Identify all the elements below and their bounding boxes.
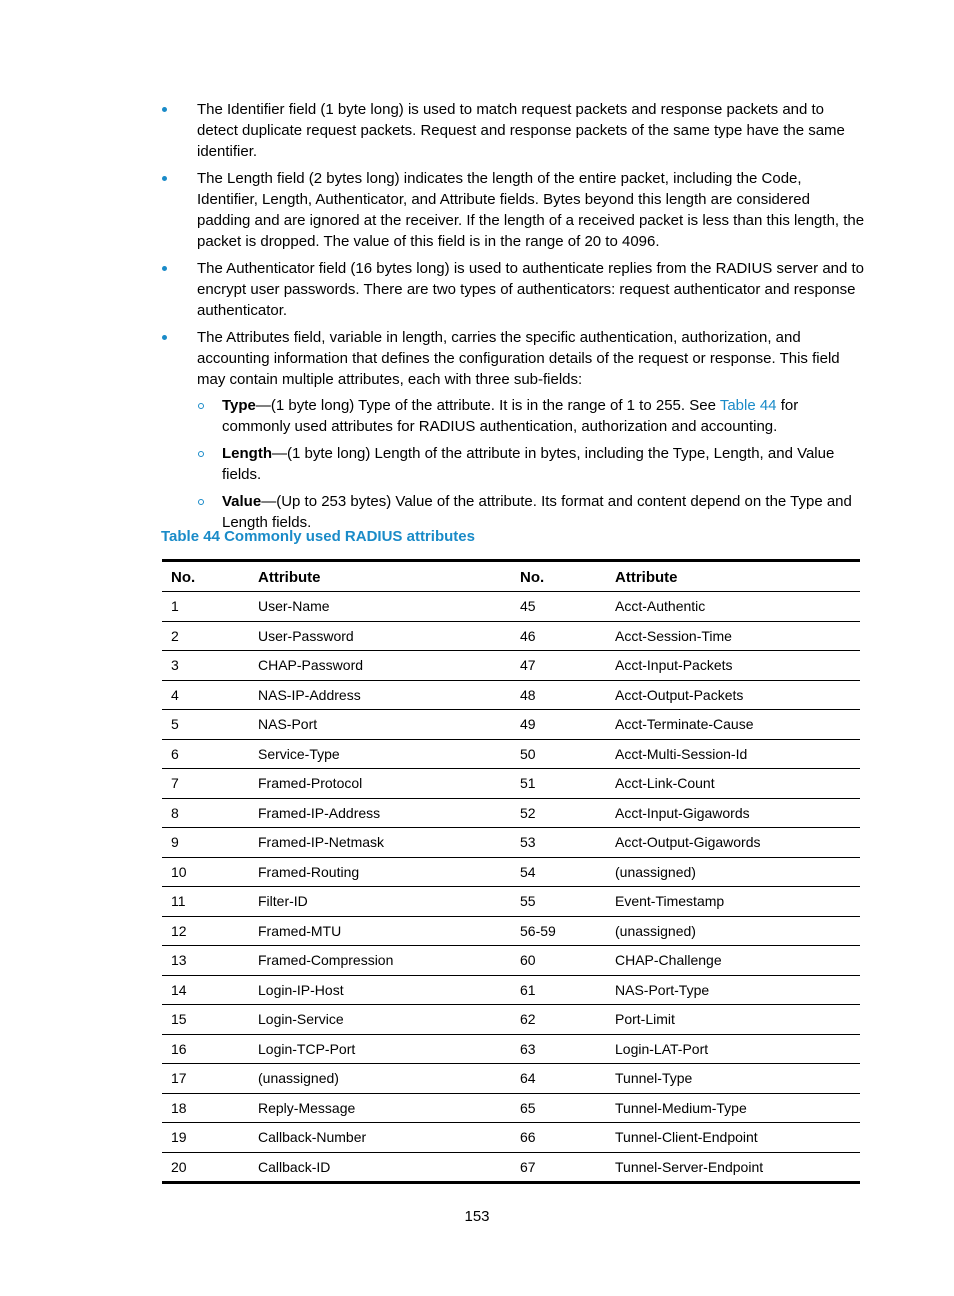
hollow-bullet-icon (198, 403, 204, 409)
subfield-item (197, 491, 865, 533)
cell-no: 54 (520, 863, 536, 880)
cell-no: 5 (171, 716, 179, 733)
cell-no: 14 (171, 981, 187, 998)
cell-attribute: Tunnel-Server-Endpoint (615, 1158, 764, 1175)
table-row (162, 828, 860, 858)
cell-attribute: NAS-Port (258, 716, 318, 733)
cell-attribute: NAS-Port-Type (615, 981, 710, 998)
cell-no: 4 (171, 686, 179, 703)
table-row (162, 710, 860, 740)
cell-attribute: Acct-Terminate-Cause (615, 716, 754, 733)
cell-no: 56-59 (520, 922, 556, 939)
cell-no: 63 (520, 1040, 536, 1057)
cell-attribute: NAS-IP-Address (258, 686, 361, 703)
cell-no: 6 (171, 745, 179, 762)
cell-attribute: CHAP-Password (258, 657, 364, 674)
hollow-bullet-icon (198, 451, 204, 457)
table-row (162, 916, 860, 946)
bullet-dot-icon (162, 176, 167, 181)
cell-attribute: (unassigned) (258, 1070, 339, 1087)
cell-attribute: (unassigned) (615, 863, 696, 880)
subfield-text: —(1 byte long) Type of the attribute. It is in the range of 1 to 255. See (255, 397, 720, 414)
bullet-text: The Attributes field, variable in length, carries the specific authentication, authorization, and accounting information that defines the configuration details of the request or response. This field may contain multiple attributes, each with three sub-fields: (197, 329, 840, 388)
cell-attribute: Acct-Input-Gigawords (615, 804, 750, 821)
subfield-text-after: for commonly used attributes for RADIUS authentication, authorization and accounting. (222, 397, 799, 435)
subfield-item (197, 395, 865, 437)
cell-attribute: Event-Timestamp (615, 893, 725, 910)
cell-attribute: Framed-IP-Netmask (258, 834, 385, 851)
cell-attribute: Tunnel-Client-Endpoint (615, 1129, 758, 1146)
cell-attribute: Service-Type (258, 745, 340, 762)
cell-no: 52 (520, 804, 536, 821)
cell-attribute: User-Name (258, 598, 330, 615)
table-row (162, 592, 860, 622)
table-row (162, 680, 860, 710)
hollow-bullet-icon (198, 499, 204, 505)
bullet-dot-icon (162, 335, 167, 340)
cell-attribute: Framed-Compression (258, 952, 394, 969)
cell-no: 64 (520, 1070, 536, 1087)
bullet-item (160, 99, 865, 162)
table-row (162, 651, 860, 681)
cell-attribute: Framed-IP-Address (258, 804, 381, 821)
table-row (162, 769, 860, 799)
page-number: 153 (464, 1208, 490, 1225)
cell-no: 16 (171, 1040, 187, 1057)
cell-no: 20 (171, 1158, 187, 1175)
cell-no: 50 (520, 745, 536, 762)
cell-attribute: CHAP-Challenge (615, 952, 722, 969)
table-row (162, 946, 860, 976)
cell-attribute: Acct-Multi-Session-Id (615, 745, 748, 762)
table-row (162, 1093, 860, 1123)
cell-no: 10 (171, 863, 187, 880)
radius-attributes-table (162, 559, 860, 1184)
table-row (162, 857, 860, 887)
cell-no: 61 (520, 981, 536, 998)
cell-attribute: Acct-Output-Gigawords (615, 834, 761, 851)
cell-no: 45 (520, 598, 536, 615)
table-row (162, 621, 860, 651)
bullet-item (160, 258, 865, 321)
cell-no: 7 (171, 775, 179, 792)
cell-no: 53 (520, 834, 536, 851)
cell-attribute: Tunnel-Medium-Type (615, 1099, 747, 1116)
cell-no: 49 (520, 716, 536, 733)
cell-attribute: Acct-Link-Count (615, 775, 715, 792)
cell-attribute: Tunnel-Type (615, 1070, 693, 1087)
cell-attribute: Login-LAT-Port (615, 1040, 709, 1057)
cell-attribute: Acct-Authentic (615, 598, 706, 615)
cell-no: 1 (171, 598, 179, 615)
subfield-term: Type (222, 397, 256, 414)
header-attribute: Attribute (615, 569, 678, 586)
header-attribute: Attribute (258, 569, 321, 586)
cell-no: 55 (520, 893, 536, 910)
subfield-term: Length (222, 445, 272, 462)
cell-no: 2 (171, 627, 179, 644)
cell-attribute: Port-Limit (615, 1011, 675, 1028)
subfield-list (197, 395, 865, 533)
cell-attribute: Login-IP-Host (258, 981, 344, 998)
cell-no: 8 (171, 804, 179, 821)
cell-no: 18 (171, 1099, 187, 1116)
bullet-text: The Length field (2 bytes long) indicates the length of the entire packet, including the Code, Identifier, Length, Authenticator, and Attribute fields. Bytes beyond this length are considered padding and are ignored at the receiver. If the length of a received packet is less than this length, the packet is dropped. The value of this field is in the range of 20 to 4096. (197, 170, 865, 250)
bullet-dot-icon (162, 266, 167, 271)
cell-attribute: Filter-ID (258, 893, 308, 910)
bullet-text: The Authenticator field (16 bytes long) is used to authenticate replies from the RADIUS server and to encrypt user passwords. There are two types of authenticators: request authenticator and response authenticator. (197, 260, 865, 319)
cell-no: 12 (171, 922, 187, 939)
table-row (162, 975, 860, 1005)
cell-no: 11 (171, 893, 186, 910)
cell-no: 48 (520, 686, 536, 703)
cell-attribute: Acct-Output-Packets (615, 686, 744, 703)
table-header-row (162, 561, 860, 592)
cell-no: 19 (171, 1129, 187, 1146)
cell-no: 9 (171, 834, 179, 851)
cell-attribute: Reply-Message (258, 1099, 356, 1116)
cell-no: 17 (171, 1070, 187, 1087)
cell-no: 47 (520, 657, 536, 674)
header-no: No. (520, 569, 545, 586)
cell-no: 13 (171, 952, 187, 969)
bullet-dot-icon (162, 107, 167, 112)
cell-no: 46 (520, 627, 536, 644)
table-caption: Table 44 Commonly used RADIUS attributes (161, 528, 475, 545)
bullet-list (160, 99, 865, 539)
table-row (162, 739, 860, 769)
table-row (162, 1152, 860, 1183)
table-row (162, 1123, 860, 1153)
cell-attribute: Callback-Number (258, 1129, 367, 1146)
cell-no: 62 (520, 1011, 536, 1028)
cell-attribute: Login-TCP-Port (258, 1040, 356, 1057)
cell-no: 60 (520, 952, 536, 969)
cell-no: 66 (520, 1129, 536, 1146)
bullet-item (160, 327, 865, 533)
cell-attribute: Acct-Input-Packets (615, 657, 733, 674)
subfield-term: Value (222, 493, 262, 510)
bullet-item (160, 168, 865, 252)
cell-attribute: (unassigned) (615, 922, 696, 939)
header-no: No. (171, 569, 196, 586)
subfield-text: —(Up to 253 bytes) Value of the attribute. Its format and content depend on the Type and Length fields. (222, 493, 852, 531)
table-row (162, 887, 860, 917)
cell-attribute: Framed-Routing (258, 863, 360, 880)
cell-no: 3 (171, 657, 179, 674)
subfield-item (197, 443, 865, 485)
cell-no: 15 (171, 1011, 187, 1028)
cell-attribute: Framed-MTU (258, 922, 342, 939)
table-row (162, 1005, 860, 1035)
cell-attribute: Callback-ID (258, 1158, 331, 1175)
table-row (162, 1064, 860, 1094)
subfield-text: —(1 byte long) Length of the attribute in bytes, including the Type, Length, and Value fields. (222, 445, 835, 483)
cell-attribute: Login-Service (258, 1011, 344, 1028)
table-44-link[interactable]: Table 44 (719, 397, 777, 414)
table-row (162, 1034, 860, 1064)
cell-attribute: User-Password (258, 627, 354, 644)
cell-attribute: Acct-Session-Time (615, 627, 732, 644)
cell-no: 67 (520, 1158, 536, 1175)
bullet-text: The Identifier field (1 byte long) is used to match request packets and response packets and to detect duplicate request packets. Request and response packets of the same type have the same identifier. (197, 101, 845, 160)
table-row (162, 798, 860, 828)
cell-no: 65 (520, 1099, 536, 1116)
cell-attribute: Framed-Protocol (258, 775, 363, 792)
cell-no: 51 (520, 775, 536, 792)
